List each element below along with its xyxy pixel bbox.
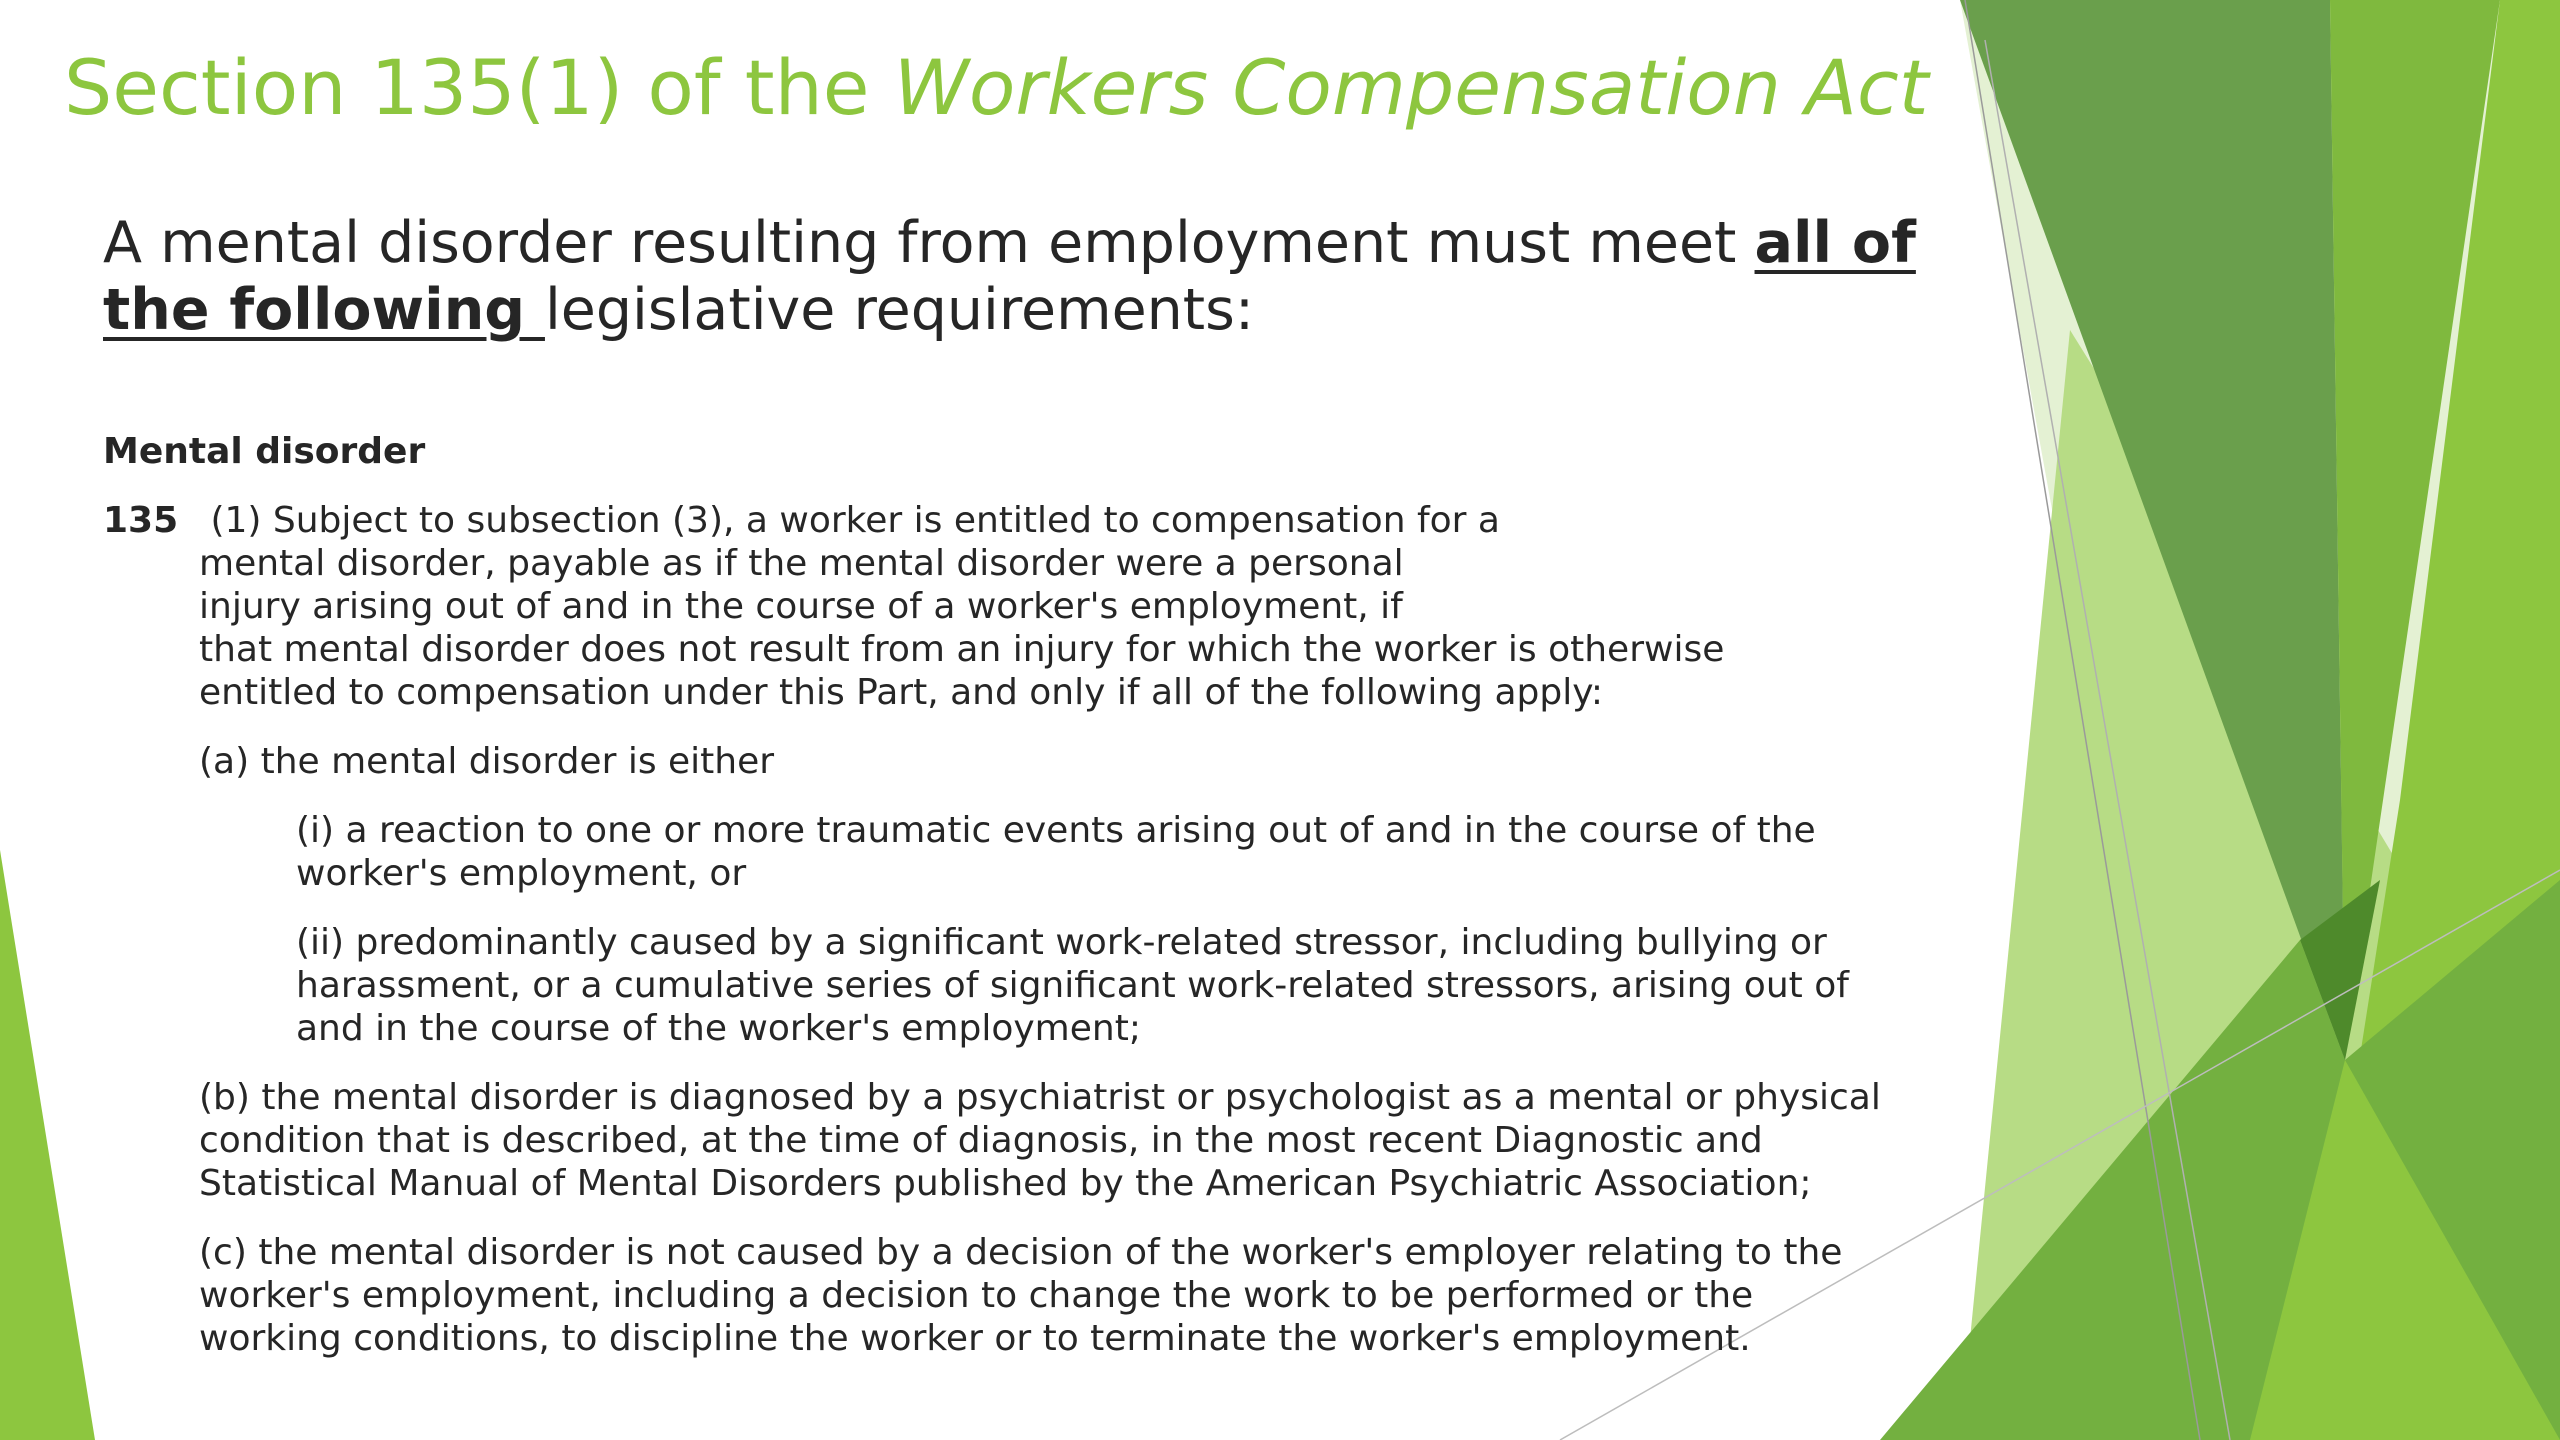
item-b [199,1076,1883,1205]
item-a: (a) the mental disorder is either [199,741,775,782]
provision-line: that mental disorder does not result from an injury for which the worker is otherwise [199,629,1725,670]
item-line: harassment, or a cumulative series of significant work-related stressors, arising out of [296,965,1849,1006]
provision-heading: Mental disorder [103,431,426,472]
provision-line: mental disorder, payable as if the mental disorder were a personal [199,543,1404,584]
slide-title [64,38,1929,138]
item-line: worker's employment, or [296,853,747,894]
item-a-i [296,809,1883,895]
intro-after: legislative requirements: [544,277,1255,343]
item-line: working conditions, to discipline the worker or to terminate the worker's employment. [199,1318,1751,1359]
intro-emphasis: all of the following [103,210,1916,343]
slide-title-prefix: Section 135(1) of the [64,43,894,132]
item-a-ii [296,921,1883,1050]
item-line: (i) a reaction to one or more traumatic events arising out of and in the course of the [296,810,1816,851]
left-facet [0,850,95,1440]
item-c [199,1231,1883,1360]
provision-135-1 [103,499,1883,714]
provision-line: entitled to compensation under this Part, and only if all of the following apply: [199,672,1604,713]
item-line: worker's employment, including a decision to change the work to be performed or the [199,1275,1754,1316]
slide-title-act-name: Workers Compensation Act [893,43,1929,132]
item-line: (b) the mental disorder is diagnosed by a psychiatrist or psychologist as a mental or physical [199,1077,1881,1118]
item-line: (c) the mental disorder is not caused by a decision of the worker's employer relating to the [199,1232,1843,1273]
intro-statement [103,210,1933,344]
item-line: and in the course of the worker's employment; [296,1008,1141,1049]
item-line: (ii) predominantly caused by a significant work-related stressor, including bullying or [296,922,1827,963]
section-number: 135 [103,500,179,541]
intro-before: A mental disorder resulting from employment must meet [103,210,1755,276]
item-line: Statistical Manual of Mental Disorders published by the American Psychiatric Association; [199,1163,1812,1204]
provision-first-line [103,499,1883,542]
provision-line: injury arising out of and in the course of a worker's employment, if [199,586,1403,627]
item-line: condition that is described, at the time of diagnosis, in the most recent Diagnostic and [199,1120,1763,1161]
legislation-text [103,430,1883,1386]
provision-line: (1) Subject to subsection (3), a worker is entitled to compensation for a [199,500,1500,541]
